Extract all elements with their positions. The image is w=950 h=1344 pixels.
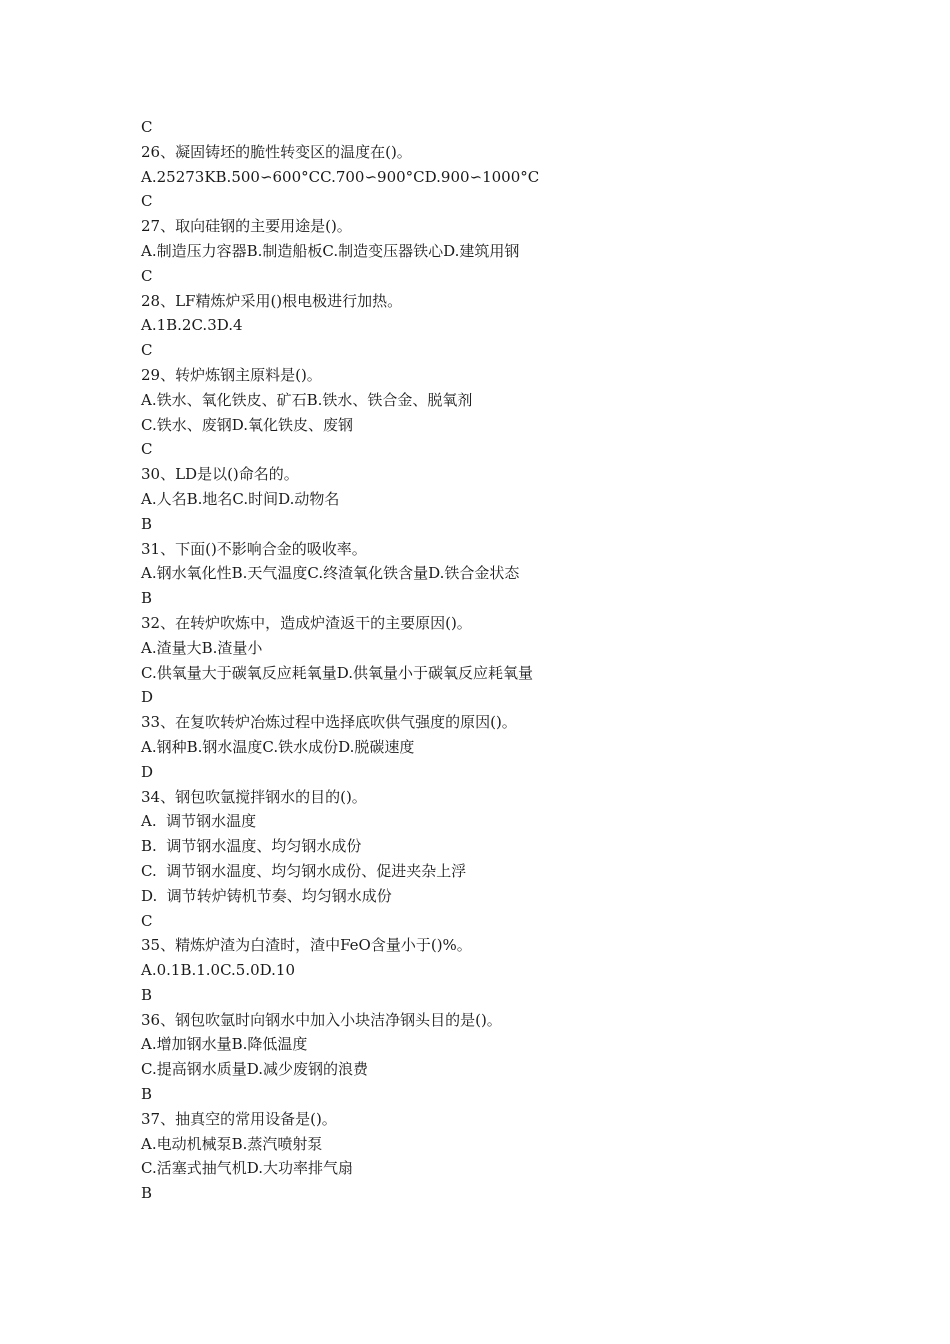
text-line: C.提高钢水质量D.减少废钢的浪费 <box>141 1060 368 1079</box>
text-line: D <box>141 762 154 781</box>
text-line: C <box>141 341 153 360</box>
text-line: C <box>141 440 153 459</box>
text-line: 27、取向硅钢的主要用途是()。 <box>141 217 352 236</box>
text-line: C <box>141 118 153 136</box>
text-line: A.增加钢水量B.降低温度 <box>141 1035 308 1054</box>
text-line: A.铁水、氧化铁皮、矿石B.铁水、铁合金、脱氧剂 <box>141 390 473 409</box>
text-line: A.钢水氧化性B.天气温度C.终渣氧化铁含量D.铁合金状态 <box>141 564 520 583</box>
text-line: A.1B.2C.3D.4 <box>141 316 243 335</box>
text-line: A.电动机械泵B.蒸汽喷射泵 <box>141 1134 323 1153</box>
text-line: A.制造压力容器B.制造船板C.制造变压器铁心D.建筑用钢 <box>141 241 520 260</box>
text-line: 31、下面()不影响合金的吸收率。 <box>141 539 367 558</box>
text-line: 26、凝固铸坯的脆性转变区的温度在()。 <box>141 142 412 161</box>
text-line: A.25273KB.500∽600°CC.700∽900°CD.900∽1000°C <box>141 167 540 186</box>
text-line: 33、在复吹转炉冶炼过程中选择底吹供气强度的原因()。 <box>141 713 517 732</box>
text-line: C <box>141 192 153 211</box>
text-line: 28、LF精炼炉采用()根电极进行加热。 <box>141 291 403 310</box>
text-line: C.供氧量大于碳氧反应耗氧量D.供氧量小于碳氧反应耗氧量 <box>141 663 533 682</box>
text-line: 32、在转炉吹炼中，造成炉渣返干的主要原因()。 <box>141 613 472 632</box>
text-line: B <box>141 514 153 533</box>
text-line: 37、抽真空的常用设备是()。 <box>141 1109 337 1128</box>
text-line: A.0.1B.1.0C.5.0D.10 <box>141 961 296 980</box>
text-line: C. 调节钢水温度、均匀钢水成份、促进夹杂上浮 <box>141 861 467 880</box>
text-line: A.钢种B.钢水温度C.铁水成份D.脱碳速度 <box>141 737 415 756</box>
text-line: C <box>141 911 153 930</box>
text-line: B <box>141 1184 153 1203</box>
text-line: C.铁水、废钢D.氧化铁皮、废钢 <box>141 415 353 434</box>
text-line: B. 调节钢水温度、均匀钢水成份 <box>141 837 362 856</box>
text-line: A. 调节钢水温度 <box>141 812 257 831</box>
text-line: 36、钢包吹氩时向钢水中加入小块洁净钢头目的是()。 <box>141 1010 502 1029</box>
text-line: B <box>141 985 153 1004</box>
text-line: D. 调节转炉铸机节奏、均匀钢水成份 <box>141 886 392 905</box>
text-line: 29、转炉炼钢主原料是()。 <box>141 365 322 384</box>
text-line: A.渣量大B.渣量小 <box>141 638 263 657</box>
text-line: C <box>141 266 153 285</box>
text-line: 30、LD是以()命名的。 <box>141 465 299 484</box>
text-line: B <box>141 589 153 608</box>
text-line: 35、精炼炉渣为白渣时，渣中FeO含量小于()%。 <box>141 936 472 955</box>
text-line: C.活塞式抽气机D.大功率排气扇 <box>141 1159 353 1178</box>
text-line: 34、钢包吹氩搅拌钢水的目的()。 <box>141 787 367 806</box>
document-page <box>141 115 901 1206</box>
text-line: D <box>141 688 154 707</box>
text-line: B <box>141 1085 153 1104</box>
text-line: A.人名B.地名C.时间D.动物名 <box>141 489 340 508</box>
